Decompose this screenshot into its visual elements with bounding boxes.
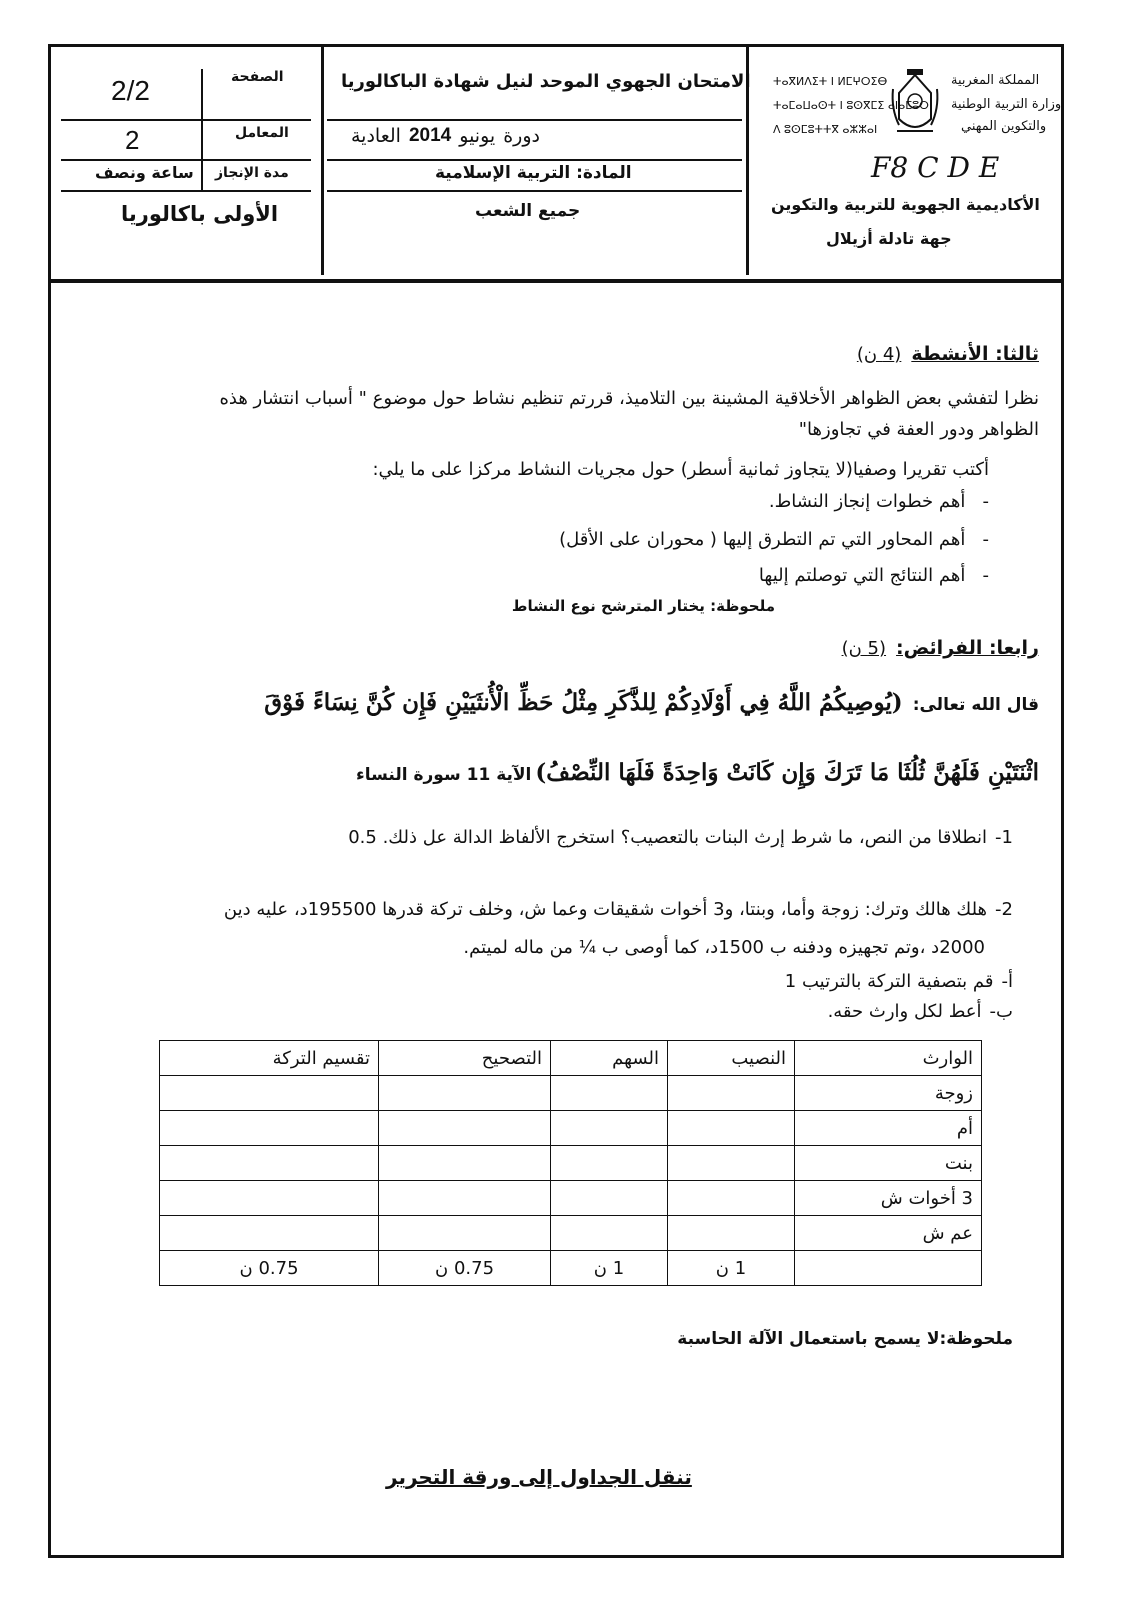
bullet-dash: -: [965, 565, 989, 586]
table-header-row: [160, 1041, 982, 1076]
header-rule: [327, 119, 742, 121]
table-cell[interactable]: [160, 1146, 379, 1181]
verse-text-1: (يُوصِيكُمُ اللَّهُ فِي أَوْلَادِكُمْ لِلذَّكَرِ مِثْلُ حَظِّ الْأُنثَيَيْنِ فَإِن كُنَّ نِسَاءً فَوْقَ: [264, 689, 903, 716]
table-cell[interactable]: [668, 1076, 795, 1111]
question-1: [348, 827, 1013, 848]
table-cell[interactable]: [668, 1181, 795, 1216]
score-cell: 0.75 ن: [160, 1251, 379, 1286]
table-cell[interactable]: [379, 1181, 551, 1216]
table-score-row: [160, 1251, 982, 1286]
section4-title: رابعا: الفرائض:: [896, 637, 1039, 659]
section3-title: ثالثا: الأنشطة: [911, 343, 1039, 365]
header-rule: [61, 159, 311, 161]
coefficient-label: المعامل: [235, 125, 289, 141]
bullet-item: [769, 491, 989, 512]
heir-name: 3 أخوات ش: [795, 1181, 982, 1216]
question-text: أعط لكل وارث حقه.: [827, 1001, 982, 1022]
heir-name: عم ش: [795, 1216, 982, 1251]
session-type: العادية: [351, 125, 401, 147]
score-cell: 1 ن: [551, 1251, 668, 1286]
score-cell: [795, 1251, 982, 1286]
table-cell[interactable]: [379, 1216, 551, 1251]
page-frame: [48, 44, 1064, 1558]
table-row: [160, 1181, 982, 1216]
question-2b: [828, 1001, 1013, 1022]
bullet-dash: -: [965, 491, 989, 512]
table-header-cell: التصحيح: [379, 1041, 551, 1076]
table-cell[interactable]: [379, 1146, 551, 1181]
question-2: [224, 899, 1013, 920]
header-divider: [321, 47, 324, 275]
page-label: الصفحة: [231, 69, 284, 85]
header-rule: [61, 190, 311, 192]
table-header-cell: الوارث: [795, 1041, 982, 1076]
duration-label: مدة الإنجاز: [215, 165, 289, 181]
bullet-text: أهم خطوات إنجاز النشاط.: [768, 491, 966, 512]
bullet-text: أهم النتائج التي توصلتم إليها: [758, 565, 966, 586]
table-cell[interactable]: [160, 1216, 379, 1251]
duration-value: ساعة ونصف: [95, 163, 194, 182]
table-cell[interactable]: [160, 1181, 379, 1216]
table-cell[interactable]: [379, 1076, 551, 1111]
tifinagh-line-2: ⵜⴰⵎⴰⵡⴰⵙⵜ ⵏ ⵓⵙⴳⵎⵉ ⴰⵏⴰⵎⵓⵔ: [773, 99, 929, 112]
section3-intro-line2: الظواهر ودور العفة في تجاوزها": [798, 419, 1039, 440]
heir-name: أم: [795, 1111, 982, 1146]
question-2a: [785, 971, 1013, 992]
session-year: 2014: [408, 125, 452, 146]
section3-heading: [857, 343, 1039, 365]
calculator-note: ملحوظة:لا يسمح باستعمال الآلة الحاسبة: [677, 1329, 1013, 1349]
section3-points: (4 ن): [856, 344, 902, 365]
coefficient-value: 2: [125, 125, 140, 155]
question-number: 2-: [995, 899, 1013, 920]
table-cell[interactable]: [551, 1076, 668, 1111]
question-text: قم بتصفية التركة بالترتيب 1: [784, 971, 994, 992]
exam-header: [51, 47, 1061, 283]
score-cell: 0.75 ن: [379, 1251, 551, 1286]
table-row: [160, 1216, 982, 1251]
ministry-line-2: والتكوين المهني: [961, 119, 1047, 134]
table-cell[interactable]: [668, 1146, 795, 1181]
table-cell[interactable]: [551, 1146, 668, 1181]
table-row: [160, 1076, 982, 1111]
bullet-dash: -: [965, 529, 989, 550]
question-number: ب-: [989, 1001, 1013, 1022]
heir-name: بنت: [795, 1146, 982, 1181]
table-cell[interactable]: [551, 1216, 668, 1251]
verse-line-2: [356, 759, 1039, 786]
question-text: هلك هالك وترك: زوجة وأما، وبنتا، و3 أخوات شقيقات وعما ش، وخلف تركة قدرها 195500د، عليه دين: [223, 899, 988, 920]
region-name: جهة تادلة أزيلال: [826, 229, 952, 248]
transfer-note: تنقل الجداول إلى ورقة التحرير: [386, 1465, 692, 1489]
question-number: 1-: [995, 827, 1013, 848]
level: الأولى باكالوريا: [121, 202, 279, 226]
question-2-continuation: 2000د ،وتم تجهيزه ودفنه ب 1500د، كما أوصى ب ¼ من ماله لميتم.: [463, 937, 985, 958]
handwritten-code: F8 C D E: [871, 151, 1000, 184]
inheritance-table: [159, 1040, 982, 1286]
kingdom-name: المملكة المغربية: [951, 73, 1040, 88]
session-prefix: دورة: [503, 125, 540, 147]
table-cell[interactable]: [160, 1076, 379, 1111]
table-cell[interactable]: [379, 1111, 551, 1146]
heir-name: زوجة: [795, 1076, 982, 1111]
header-rule: [201, 69, 203, 190]
header-rule: [327, 190, 742, 192]
bullet-item: [759, 565, 989, 586]
moroccan-emblem-icon: [889, 69, 941, 141]
question-text: انطلاقا من النص، ما شرط إرث البنات بالتعصيب؟ استخرج الألفاظ الدالة عل ذلك. 0.5: [348, 827, 988, 848]
section3-intro: [99, 383, 1039, 445]
table-cell[interactable]: [668, 1216, 795, 1251]
table-header-cell: النصيب: [668, 1041, 795, 1076]
table-row: [160, 1146, 982, 1181]
section4-points: (5 ن): [841, 638, 887, 659]
exam-title: الامتحان الجهوي الموحد لنيل شهادة الباكالوريا: [341, 71, 751, 92]
table-cell[interactable]: [551, 1181, 668, 1216]
tifinagh-line-3: ⴷ ⵓⵙⵎⵓⵜⵜⴳ ⴰⵣⵣⴰⵏ: [773, 123, 878, 136]
tifinagh-line-1: ⵜⴰⴳⵍⴷⵉⵜ ⵏ ⵍⵎⵖⵔⵉⴱ: [773, 75, 888, 88]
table-header-cell: تقسيم التركة: [160, 1041, 379, 1076]
header-rule: [327, 159, 742, 161]
ministry-line-1: وزارة التربية الوطنية: [951, 97, 1062, 112]
section3-intro-line1: نظرا لتفشي بعض الظواهر الأخلاقية المشينة بين التلاميذ، قررتم تنظيم نشاط حول موضوع " أسباب انتشار هذه: [219, 388, 1039, 409]
table-cell[interactable]: [668, 1111, 795, 1146]
session: [351, 125, 540, 147]
bullet-item: [559, 529, 989, 550]
table-cell[interactable]: [551, 1111, 668, 1146]
header-rule: [61, 119, 311, 121]
verse-intro: قال الله تعالى:: [912, 695, 1039, 715]
bullet-text: أهم المحاور التي تم التطرق إليها ( محوران على الأقل): [559, 529, 966, 550]
table-header-cell: السهم: [551, 1041, 668, 1076]
table-row: [160, 1111, 982, 1146]
session-month: يونيو: [459, 125, 496, 147]
page-number: 2/2: [111, 75, 150, 106]
verse-text-2: اثْنَتَيْنِ فَلَهُنَّ ثُلُثَا مَا تَرَكَ وَإِن كَانَتْ وَاحِدَةً فَلَهَا النِّصْفُ): [535, 759, 1039, 786]
verse-line-1: [264, 689, 1039, 716]
score-cell: 1 ن: [668, 1251, 795, 1286]
section4-heading: [842, 637, 1039, 659]
question-number: أ-: [1001, 971, 1013, 992]
verse-reference: الآية 11 سورة النساء: [356, 765, 532, 785]
section3-instruction: أكتب تقريرا وصفيا(لا يتجاوز ثمانية أسطر) حول مجريات النشاط مركزا على ما يلي:: [372, 459, 989, 480]
branches: جميع الشعب: [475, 201, 581, 221]
subject: المادة: التربية الإسلامية: [435, 163, 632, 183]
table-cell[interactable]: [160, 1111, 379, 1146]
academy-name: الأكاديمية الجهوية للتربية والتكوين: [771, 195, 1040, 214]
section3-note: ملحوظة: يختار المترشح نوع النشاط: [511, 597, 775, 615]
